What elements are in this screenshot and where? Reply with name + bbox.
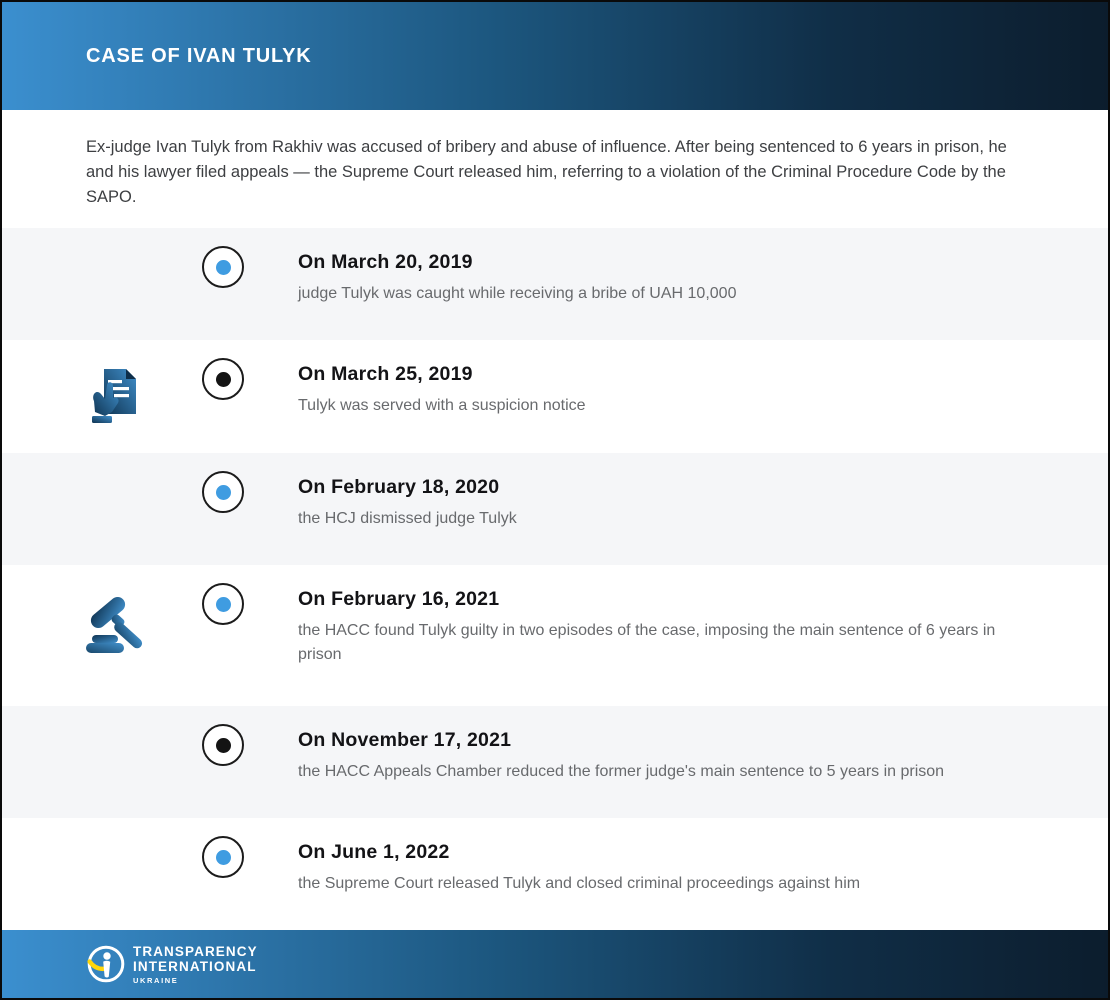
ti-logo-text	[133, 944, 258, 985]
timeline-description: the HACC found Tulyk guilty in two episodes of the case, imposing the main sentence of 6 years in prison	[298, 622, 996, 663]
timeline-dot-blue	[216, 485, 231, 500]
timeline-date: On June 1, 2022	[298, 841, 450, 863]
timeline-description: Tulyk was served with a suspicion notice	[298, 397, 586, 414]
timeline-row	[2, 228, 1108, 340]
page-title: CASE OF IVAN TULYK	[86, 44, 312, 67]
timeline-description: the HCJ dismissed judge Tulyk	[298, 510, 517, 527]
timeline-node	[202, 358, 244, 400]
timeline-dot-blue	[216, 597, 231, 612]
timeline	[2, 228, 1108, 930]
timeline-row	[2, 565, 1108, 706]
document-in-hand-icon	[80, 360, 152, 434]
timeline-node	[202, 471, 244, 513]
logo-line-2: INTERNATIONAL	[133, 958, 257, 974]
timeline-row	[2, 340, 1108, 453]
intro-text: Ex-judge Ivan Tulyk from Rakhiv was accused of bribery and abuse of influence. After being sentenced to 6 years in prison, he and his lawyer filed appeals — the Supreme Court released him, referring to a violation of the Criminal Procedure Code by the SAPO.	[86, 138, 1007, 206]
timeline-date: On November 17, 2021	[298, 729, 512, 751]
timeline-date: On February 16, 2021	[298, 588, 500, 610]
timeline-dot-black	[216, 738, 231, 753]
timeline-dot-blue	[216, 260, 231, 275]
timeline-description: the HACC Appeals Chamber reduced the former judge's main sentence to 5 years in prison	[298, 763, 945, 780]
intro-section	[2, 110, 1108, 228]
timeline-description: the Supreme Court released Tulyk and closed criminal proceedings against him	[298, 875, 861, 892]
footer-banner	[2, 930, 1108, 998]
timeline-node	[202, 724, 244, 766]
timeline-node	[202, 583, 244, 625]
timeline-row	[2, 818, 1108, 930]
timeline-dot-black	[216, 372, 231, 387]
timeline-date: On March 20, 2019	[298, 251, 473, 273]
timeline-description: judge Tulyk was caught while receiving a bribe of UAH 10,000	[298, 285, 737, 302]
timeline-date: On February 18, 2020	[298, 476, 500, 498]
gavel-icon	[76, 589, 160, 667]
logo-line-3: UKRAINE	[133, 975, 179, 985]
timeline-row	[2, 453, 1108, 565]
logo-line-1: TRANSPARENCY	[133, 943, 258, 959]
timeline-date: On March 25, 2019	[298, 363, 473, 385]
timeline-dot-blue	[216, 850, 231, 865]
ti-globe-icon	[86, 944, 126, 984]
transparency-international-logo	[86, 944, 258, 985]
timeline-row	[2, 706, 1108, 818]
timeline-node	[202, 836, 244, 878]
timeline-node	[202, 246, 244, 288]
header-banner	[2, 2, 1108, 110]
